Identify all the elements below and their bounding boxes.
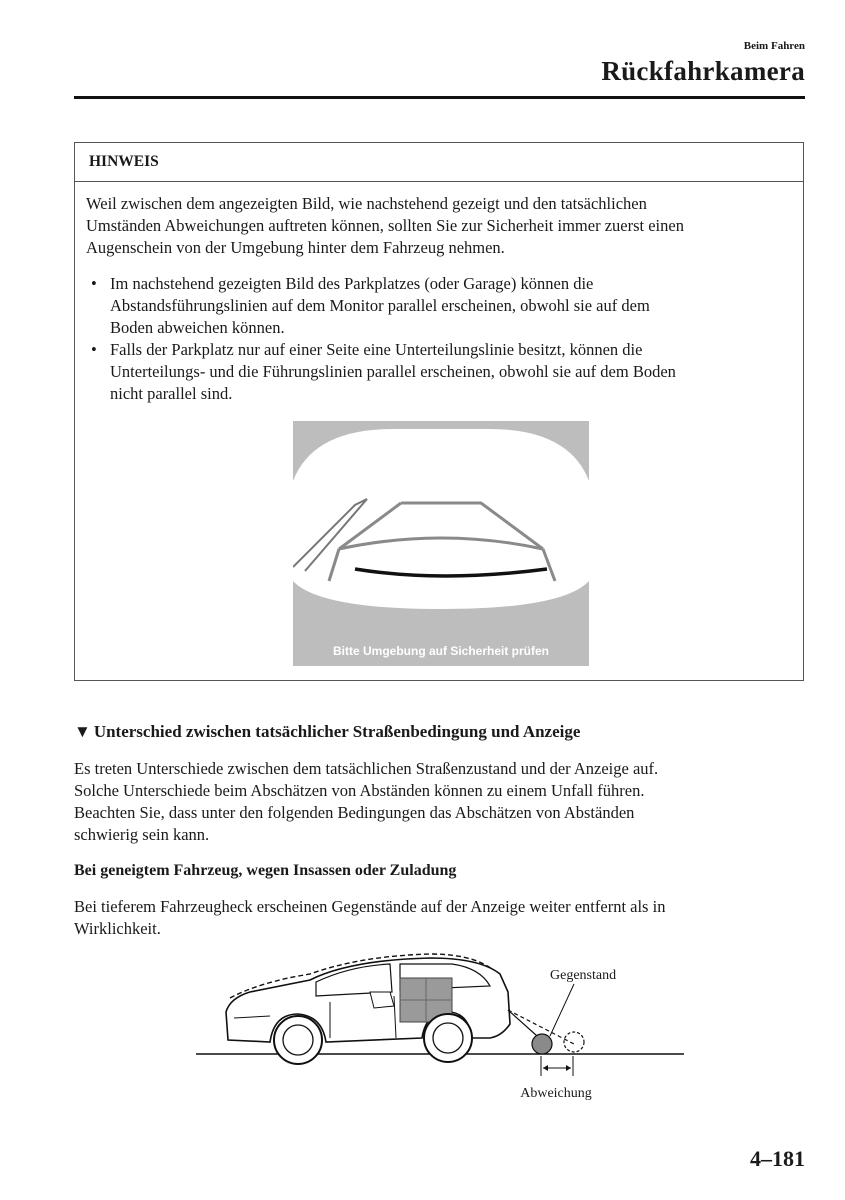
bullet-line: Im nachstehend gezeigten Bild des Parkplatzes (oder Garage) können die: [110, 274, 594, 293]
page-number: 4–181: [750, 1146, 805, 1171]
camera-display-illustration: [293, 421, 589, 666]
note-bullet-list: [86, 273, 802, 405]
header-rule: [74, 96, 805, 99]
section-paragraph-line: Es treten Unterschiede zwischen dem tatsächlichen Straßenzustand und der Anzeige auf.: [74, 759, 659, 778]
vehicle-tilt-illustration: [190, 952, 690, 1107]
bullet-line: Unterteilungs- und die Führungslinien parallel erscheinen, obwohl sie auf dem Boden: [110, 362, 676, 381]
subsection-paragraph-line: Bei tieferem Fahrzeugheck erscheinen Gegenstände auf der Anzeige weiter entfernt als in: [74, 897, 666, 916]
section-paragraph-line: Solche Unterschiede beim Abschätzen von Abständen können zu einem Unfall führen.: [74, 781, 645, 800]
note-bullet-item: [86, 273, 802, 339]
object-displayed: [564, 1032, 584, 1052]
bullet-line: Boden abweichen können.: [110, 318, 285, 337]
section-paragraph-line: Beachten Sie, dass unter den folgenden Bedingungen das Abschätzen von Abständen: [74, 803, 635, 822]
camera-caption: Bitte Umgebung auf Sicherheit prüfen: [332, 644, 550, 658]
subsection-paragraph-line: Wirklichkeit.: [74, 919, 161, 938]
subsection-heading: Bei geneigtem Fahrzeug, wegen Insassen oder Zuladung: [74, 862, 457, 879]
subsection-paragraph: [74, 896, 804, 940]
deviation-label: Abweichung: [520, 1086, 592, 1101]
car-front-window: [316, 964, 392, 996]
page-title: Rückfahrkamera: [601, 56, 805, 86]
bullet-marker: •: [91, 274, 97, 293]
object-actual: [532, 1034, 552, 1054]
bullet-line: Abstandsführungslinien auf dem Monitor parallel erscheinen, obwohl sie auf dem: [110, 296, 650, 315]
note-box: [74, 142, 804, 681]
car-seat: [370, 992, 394, 1008]
bullet-line: nicht parallel sind.: [110, 384, 233, 403]
object-leader-line: [550, 984, 574, 1036]
section-paragraph-line: schwierig sein kann.: [74, 825, 210, 844]
running-header-section: Beim Fahren: [743, 40, 805, 52]
section-heading-text: Unterschied zwischen tatsächlicher Straßenbedingung und Anzeige: [93, 722, 581, 741]
note-bullet-item: [86, 339, 802, 405]
bullet-line: Falls der Parkplatz nur auf einer Seite eine Unterteilungslinie besitzt, können die: [110, 340, 643, 359]
camera-view-area: [293, 429, 589, 609]
note-paragraph-line: Umständen Abweichungen auftreten können, sollten Sie zur Sicherheit immer zuerst einen: [86, 216, 684, 235]
note-heading-bar: [75, 143, 803, 182]
section-heading: [74, 722, 580, 742]
note-paragraph-line: Augenschein von der Umgebung hinter dem Fahrzeug nehmen.: [86, 238, 505, 257]
note-paragraph-line: Weil zwischen dem angezeigten Bild, wie nachstehend gezeigt und den tatsächlichen: [86, 194, 647, 213]
section-marker: ▼: [74, 722, 91, 741]
note-paragraph: [86, 193, 802, 259]
section-paragraph: [74, 758, 804, 846]
object-label: Gegenstand: [550, 968, 617, 983]
bullet-marker: •: [91, 340, 97, 359]
note-heading: HINWEIS: [89, 153, 159, 170]
